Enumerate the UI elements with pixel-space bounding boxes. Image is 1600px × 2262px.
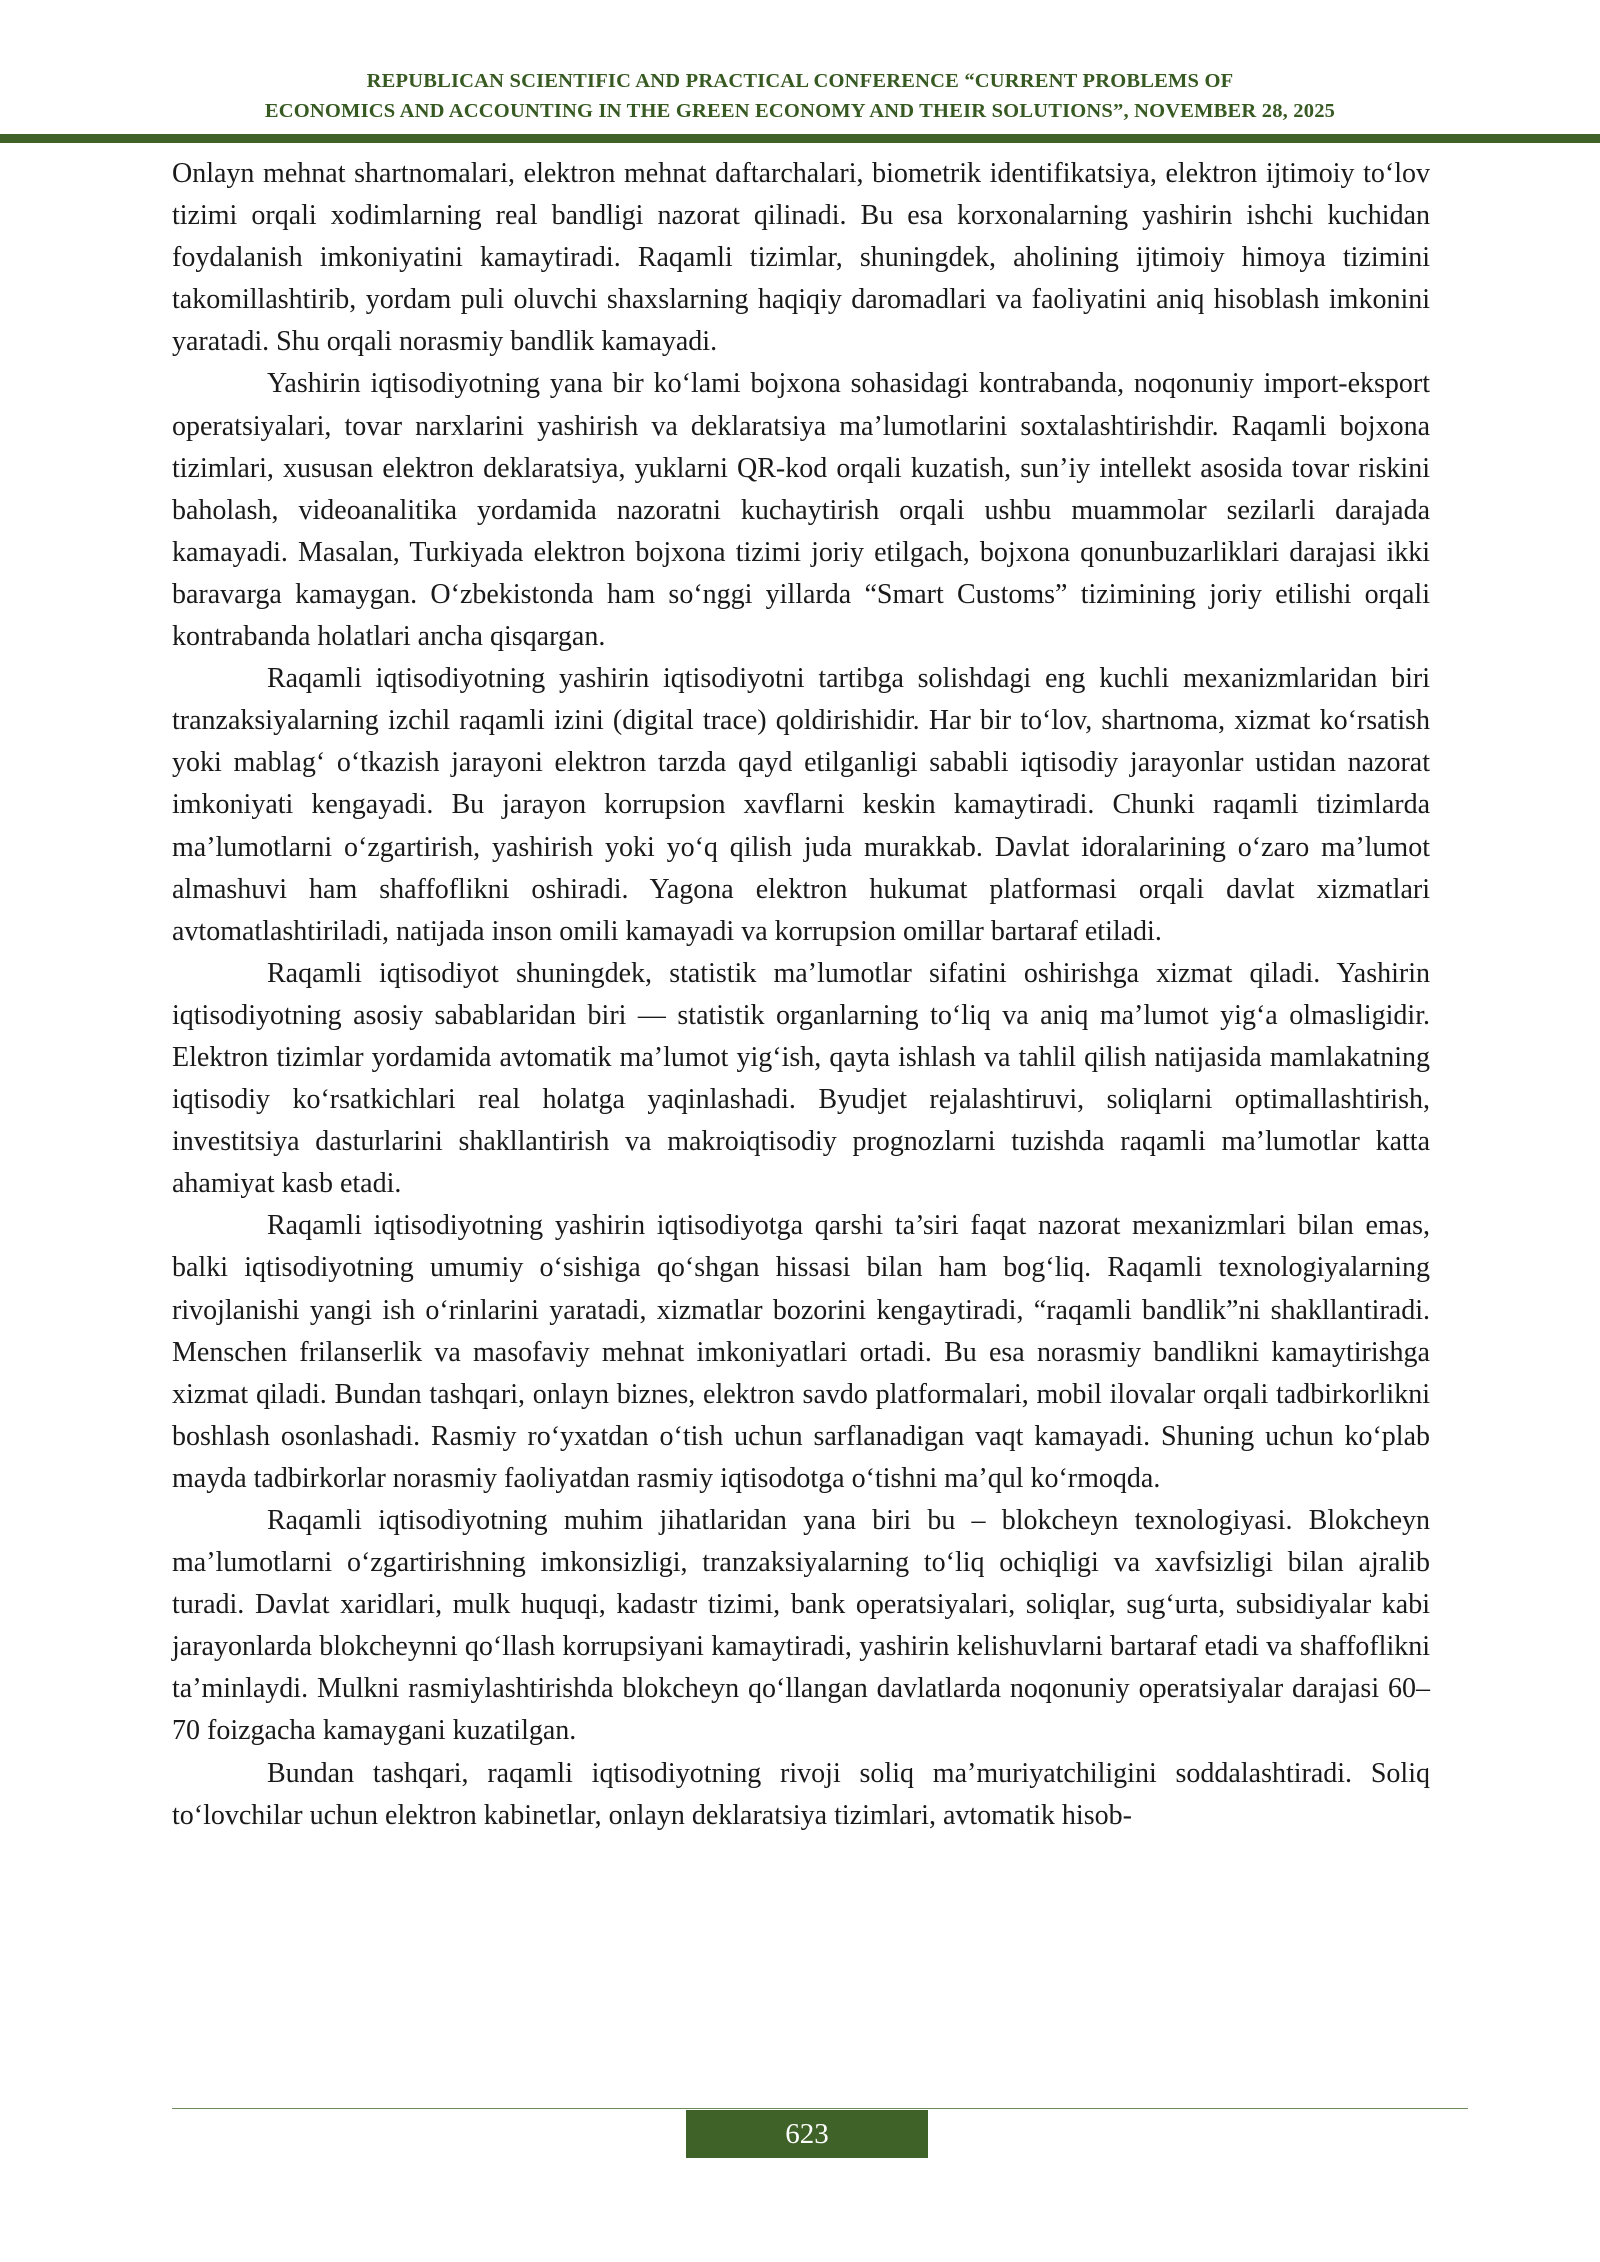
- paragraph-6: Raqamli iqtisodiyotning muhim jihatlaridan yana biri bu – blokcheyn texnologiyasi. Blokcheyn ma’lumotlarni o‘zgartirishning imkonsizligi, tranzaksiyalarning to‘liq ochiqligi va xavfsizligi bilan ajralib turadi. Davlat xaridlari, mulk huquqi, kadastr tizimi, bank operatsiyalari, soliqlar, sug‘urta, subsidiyalar kabi jarayonlarda blokcheynni qo‘llash korrupsiyani kamaytiradi, yashirin kelishuvlarni bartaraf etadi va shaffoflikni ta’minlaydi. Mulkni rasmiylashtirishda blokcheyn qo‘llangan davlatlarda noqonuniy operatsiyalar darajasi 60–70 foizgacha kamaygani kuzatilgan.: [172, 1505, 1430, 1747]
- paragraph-4: Raqamli iqtisodiyot shuningdek, statistik ma’lumotlar sifatini oshirishga xizmat qiladi. Yashirin iqtisodiyotning asosiy sabablaridan biri — statistik organlarning to‘liq va aniq ma’lumot yig‘a olmasligidir. Elektron tizimlar yordamida avtomatik ma’lumot yig‘ish, qayta ishlash va tahlil qilish natijasida mamlakatning iqtisodiy ko‘rsatkichlari real holatga yaqinlashadi. Byudjet rejalashtiruvi, soliqlarni optimallashtirish, investitsiya dasturlarini shakllantirish va makroiqtisodiy prognozlarni tuzishda raqamli ma’lumotlar katta ahamiyat kasb etadi.: [172, 957, 1430, 1200]
- conference-header: [0, 66, 1600, 126]
- header-line-2: ECONOMICS AND ACCOUNTING IN THE GREEN ECONOMY AND THEIR SOLUTIONS”, NOVEMBER 28, 2025: [264, 100, 1336, 122]
- paragraph-2: Yashirin iqtisodiyotning yana bir ko‘lami bojxona sohasidagi kontrabanda, noqonuniy import-eksport operatsiyalari, tovar narxlarini yashirish va deklaratsiya ma’lumotlarini soxtalashtirishdir. Raqamli bojxona tizimlari, xususan elektron deklaratsiya, yuklarni QR-kod orqali kuzatish, sun’iy intellekt asosida tovar riskini baholash, videoanalitika yordamida nazoratni kuchaytirish orqali ushbu muammolar sezilarli darajada kamayadi. Masalan, Turkiyada elektron bojxona tizimi joriy etilgach, bojxona qonunbuzarliklari darajasi ikki baravarga kamaygan. O‘zbekistonda ham so‘nggi yillarda “Smart Customs” tizimining joriy etilishi orqali kontrabanda holatlari ancha qisqargan.: [172, 368, 1430, 653]
- paragraph-3: Raqamli iqtisodiyotning yashirin iqtisodiyotni tartibga solishdagi eng kuchli mexanizmlaridan biri tranzaksiyalarning izchil raqamli izini (digital trace) qoldirishidir. Har bir to‘lov, shartnoma, xizmat ko‘rsatish yoki mablag‘ o‘tkazish jarayoni elektron tarzda qayd etilganligi sababli iqtisodiy jarayonlar ustidan nazorat imkoniyati kengayadi. Bu jarayon korrupsion xavflarni keskin kamaytiradi. Chunki raqamli tizimlarda ma’lumotlarni o‘zgartirish, yashirish yoki yo‘q qilish juda murakkab. Davlat idoralarining o‘zaro ma’lumot almashuvi ham shaffoflikni oshiradi. Yagona elektron hukumat platformasi orqali davlat xizmatlari avtomatlashtiriladi, natijada inson omili kamayadi va korrupsion omillar bartaraf etiladi.: [172, 663, 1430, 947]
- footer-rule: [172, 2108, 1468, 2109]
- paragraph-5: Raqamli iqtisodiyotning yashirin iqtisodiyotga qarshi ta’siri faqat nazorat mexanizmlari bilan emas, balki iqtisodiyotning umumiy o‘sishiga qo‘shgan hissasi bilan ham bog‘liq. Raqamli texnologiyalarning rivojlanishi yangi ish o‘rinlarini yaratadi, xizmatlar bozorini kengaytiradi, “raqamli bandlik”ni shakllantiradi. Menschen frilanserlik va masofaviy mehnat imkoniyatlari ortadi. Bu esa norasmiy bandlikni kamaytirishga xizmat qiladi. Bundan tashqari, onlayn biznes, elektron savdo platformalari, mobil ilovalar orqali tadbirkorlikni boshlash osonlashadi. Rasmiy ro‘yxatdan o‘tish uchun sarflanadigan vaqt kamayadi. Shuning uchun ko‘plab mayda tadbirkorlar norasmiy faoliyatdan rasmiy iqtisodotga o‘tishni ma’qul ko‘rmoqda.: [172, 1210, 1430, 1494]
- page-number: 623: [686, 2110, 928, 2158]
- paragraph-1: Onlayn mehnat shartnomalari, elektron mehnat daftarchalari, biometrik identifikatsiya, elektron ijtimoiy to‘lov tizimi orqali xodimlarning real bandligi nazorat qilinadi. Bu esa korxonalarning yashirin ishchi kuchidan foydalanish imkoniyatini kamaytiradi. Raqamli tizimlar, shuningdek, aholining ijtimoiy himoya tizimini takomillashtirib, yordam puli oluvchi shaxslarning haqiqiy daromadlari va faoliyatini aniq hisoblash imkonini yaratadi. Shu orqali norasmiy bandlik kamayadi.: [172, 158, 1430, 358]
- header-rule: [0, 134, 1600, 143]
- paragraph-7: Bundan tashqari, raqamli iqtisodiyotning rivoji soliq ma’muriyatchiligini soddalashtiradi. Soliq to‘lovchilar uchun elektron kabinetlar, onlayn deklaratsiya tizimlari, avtomatik hisob-: [172, 1757, 1430, 1831]
- body-text: [172, 153, 1430, 1837]
- header-line-1: REPUBLICAN SCIENTIFIC AND PRACTICAL CONFERENCE “CURRENT PROBLEMS OF: [366, 70, 1234, 92]
